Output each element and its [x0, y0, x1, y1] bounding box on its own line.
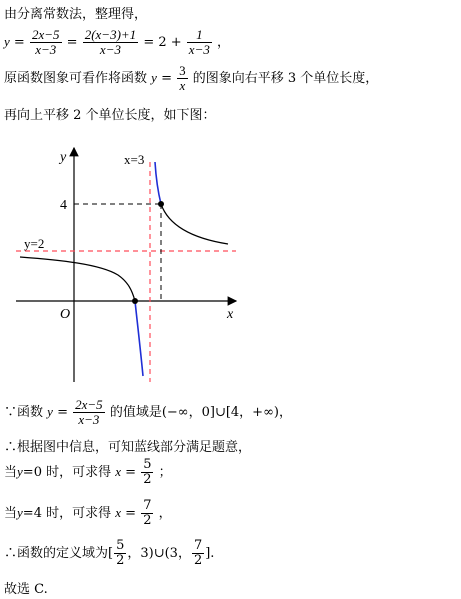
- text-segment: ∴函数的定义域为[: [4, 546, 114, 561]
- var-y: y: [47, 404, 53, 419]
- equals: =: [57, 405, 68, 420]
- equation-line: [4, 28, 230, 57]
- fraction: [73, 398, 105, 427]
- denominator: x−3: [99, 42, 121, 57]
- equals: =: [161, 71, 172, 86]
- text-line-1: 由分离常数法，整理得，: [4, 7, 148, 22]
- fraction: [141, 458, 153, 487]
- var-y: y: [4, 34, 10, 49]
- point-zero: [132, 298, 138, 304]
- numerator: 2(x−3)+1: [84, 27, 137, 42]
- asymptote-x-label: x=3: [124, 152, 145, 167]
- text-segment: 的值域是(−∞，0]∪[4，+∞)，: [109, 405, 292, 420]
- function-graph: [0, 140, 280, 385]
- equals: =: [125, 506, 137, 521]
- text-line-5: [4, 398, 292, 427]
- fraction-1: [30, 28, 62, 57]
- curve-left-black: [20, 257, 135, 301]
- denominator: 2: [116, 553, 125, 568]
- fraction: [192, 539, 204, 568]
- denominator: 2: [143, 472, 152, 487]
- numerator: 5: [116, 538, 125, 553]
- text-segment: 的图象向右平移 3 个单位长度，: [192, 71, 379, 86]
- denominator: x−3: [35, 42, 57, 57]
- curve-left-blue: [135, 301, 143, 376]
- var-y: y: [151, 70, 157, 85]
- x-axis-label: x: [227, 307, 234, 322]
- text-segment: ∵函数: [4, 405, 44, 420]
- var-y: y: [17, 505, 23, 520]
- numerator: 7: [143, 498, 152, 513]
- denominator: x−3: [78, 412, 100, 427]
- numerator: 5: [143, 457, 152, 472]
- text-line-8: [4, 499, 172, 528]
- numerator: 2x−5: [31, 27, 60, 42]
- fraction: [114, 539, 126, 568]
- text-line-10: 故选 C.: [4, 582, 48, 597]
- text-line-7: [4, 458, 172, 487]
- equals: =: [66, 35, 78, 50]
- fraction-2: [83, 28, 138, 57]
- text-line-4: 再向上平移 2 个单位长度，如下图：: [4, 108, 216, 123]
- text-line-9: [4, 539, 214, 568]
- numerator: 3: [179, 63, 186, 78]
- tick-label-4: 4: [60, 198, 67, 213]
- text-segment: 当: [4, 506, 18, 521]
- fraction-3: [187, 28, 212, 57]
- equals: =: [13, 35, 25, 50]
- denominator: 2: [193, 553, 203, 568]
- text-segment: ].: [205, 546, 215, 561]
- denominator: x: [179, 78, 186, 93]
- comma: ，: [158, 506, 172, 521]
- text-segment: 原函数图象可看作将函数: [4, 71, 148, 86]
- denominator: x−3: [188, 42, 210, 57]
- text-segment: 当: [4, 465, 18, 480]
- y-axis-label: y: [60, 150, 67, 165]
- fraction: [141, 499, 153, 528]
- text-segment: =0 时，可求得: [22, 465, 112, 480]
- text-segment: =4 时，可求得: [22, 506, 112, 521]
- numerator: 7: [193, 538, 203, 553]
- comma: ，: [216, 35, 230, 50]
- var-y: y: [17, 464, 23, 479]
- numerator: 1: [187, 28, 212, 43]
- denominator: 2: [143, 513, 152, 528]
- equals: =: [125, 465, 137, 480]
- point-four: [158, 201, 164, 207]
- curve-right-blue: [155, 162, 161, 204]
- numerator: 2x−5: [75, 397, 103, 412]
- curve-right-black: [161, 204, 228, 244]
- text-line-3: [4, 64, 378, 93]
- fraction: [177, 64, 188, 93]
- var-x: x: [115, 505, 122, 520]
- semicolon: ；: [158, 465, 172, 480]
- origin-label: O: [60, 307, 71, 322]
- text-line-6: ∴根据图中信息，可知蓝线部分满足题意，: [4, 440, 252, 455]
- text-segment: ，3)∪(3，: [127, 546, 191, 561]
- asymptote-y-label: y=2: [24, 236, 45, 251]
- equals-two-plus: = 2 +: [143, 35, 182, 50]
- var-x: x: [115, 464, 122, 479]
